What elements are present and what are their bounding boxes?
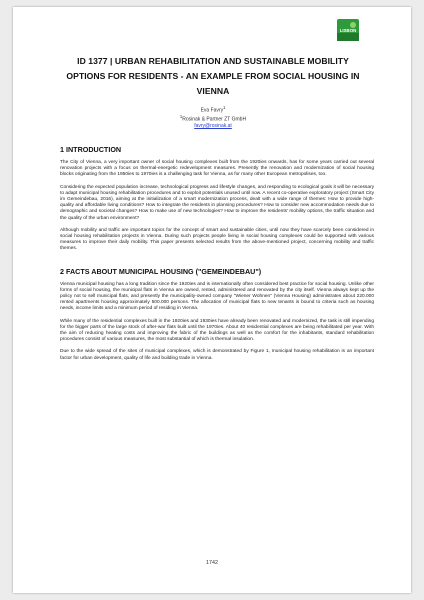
paper-title: ID 1377 | URBAN REHABILITATION AND SUSTAINABLE MOBILITY OPTIONS FOR RESIDENTS - AN EXAMPLE FROM SOCIAL HOUSING IN VIENNA bbox=[66, 56, 360, 96]
paragraph: While many of the residential complexes built in the 1920ies and 1930ies have already been renovated and modernized, the task is still impending for the bigger parts of the large stock of after-war flats built until the 1970ies. About 40 residential complexes are being rehabilitated per year. With the aim of reducing heating costs and improving the fabric of the buildings as well as the comfort for the inhabitants, standard rehabilitation procedures consist of various measures, the most substantial of which is thermal insulation. bbox=[60, 318, 374, 343]
section-heading: 1 INTRODUCTION bbox=[60, 145, 122, 154]
conference-logo-mark-icon bbox=[337, 19, 359, 41]
paragraph: The City of Vienna, a very important owner of social housing complexes built from the 1920ies onwards, has for some years carried out several renovation projects with a focus on thermal-energetic redevelopment measures. Presently the renovation and modernization of social housing blocks originating from the 1950ies to 1970ies is a challenging task for Vienna, as for many other European metropolises, too. bbox=[60, 160, 374, 178]
logo-wordmark: LISBON bbox=[339, 28, 357, 33]
paragraph: Due to the wide spread of the sites of municipal complexes, which is demonstrated by Figure 1, municipal housing rehabilitation is an important factor for urban development, quality of life and building trade in Vienna. bbox=[60, 349, 374, 361]
author-block bbox=[63, 105, 363, 129]
paragraph: Vienna municipal housing has a long tradition since the 1920ies and is internationally often considered best practice for social housing. Unlike other forms of social housing, the municipal flats in Vienna are owned, rented, administered and renovated by the city itself. Vienna always kept up the policy not to sell municipal flats, and presently the municipality-owned company "Wiener Wohnen" (Vienna Housing) administrates about 220.000 rented apartments housing approximately 500.000 persons. The allocation of municipal flats to new tenants is bound to criteria such as housing needs, income limits and a minimum period of residing in Vienna. bbox=[60, 281, 374, 312]
section-heading: 2 FACTS ABOUT MUNICIPAL HOUSING ("GEMEINDEBAU") bbox=[60, 266, 262, 276]
author-email-link[interactable]: favry@rosinak.at bbox=[194, 122, 232, 129]
author-name: Eva Favry$^1$ bbox=[200, 105, 226, 114]
page-number: 1742 bbox=[206, 560, 218, 566]
author-superscript: 1 bbox=[223, 105, 226, 110]
paragraph: Although mobility and traffic are important topics for the concept of smart and sustainable cities, until now they have scarcely been considered in social housing rehabilitation projects in Vienna. During such projects people living in social housing complexes could be supported with various measures to improve their daily mobility. This paper presents selected results from the above-mentioned project, concerning mobility and traffic themes. bbox=[60, 227, 374, 252]
conference-logo bbox=[337, 19, 391, 41]
paragraph: Considering the expected population increase, technological progress and lifestyle changes, and responding to ecological goals it will be necessary to adapt municipal housing rehabilitation procedures and to exploit potentials unused until now. A recent co-operative exploratory project (Smart City im Gemeindebau, 2016), aiming at the initialization of a smart modernization process, dealt with a wide range of themes: How to provide high-quality and affordable living conditions? How to integrate the residents in planning procedures? How to consider new accommodation needs due to demographic and societal changes? How to make use of new technologies? How to improve the residents' mobility options, the traffic situation and the quality of the urban environment? bbox=[60, 184, 374, 221]
author-affiliation: $^1$Rosinak & Partner ZT GmbH bbox=[179, 113, 247, 123]
paper-body bbox=[60, 145, 374, 368]
section-introduction bbox=[60, 145, 374, 253]
section-municipal-housing bbox=[60, 267, 374, 362]
title-block bbox=[63, 54, 363, 129]
paper-page bbox=[13, 7, 411, 593]
